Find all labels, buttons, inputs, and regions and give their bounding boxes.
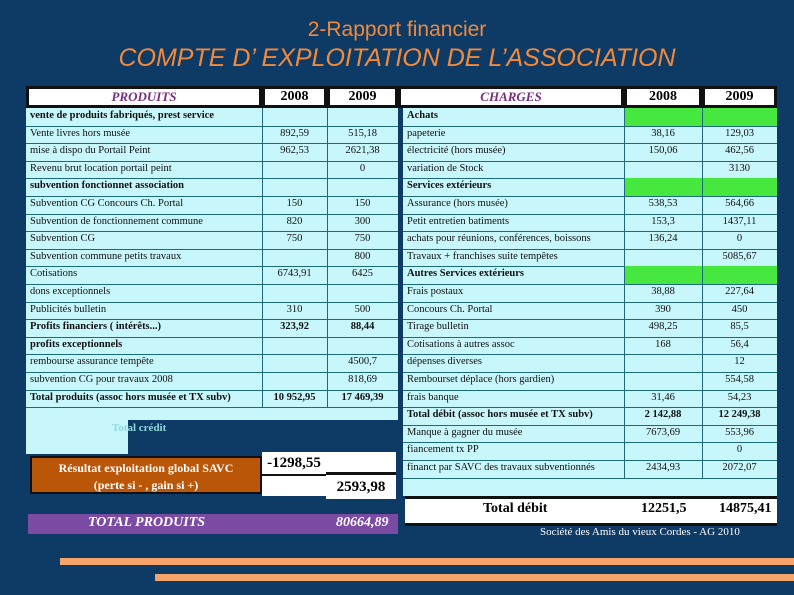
- charges-row-label: Frais postaux: [407, 286, 464, 297]
- slide-title: 2-Rapport financier: [307, 18, 487, 41]
- produits-row-2009: 150: [354, 198, 371, 209]
- total-debit-2008: 12251,5: [641, 501, 687, 516]
- total-credit-label: Total crédit: [112, 422, 167, 434]
- charges-row-2009: 0: [736, 444, 743, 456]
- produits-row-label: rembourse assurance tempête: [30, 356, 154, 368]
- charges-row-label: frais banque: [407, 391, 459, 403]
- produits-row-2009: 88,44: [350, 321, 375, 333]
- produits-row-2009: 2621,38: [345, 145, 380, 157]
- produits-row-2008: 6743,91: [277, 268, 312, 280]
- result-white-pad: [262, 476, 326, 496]
- charges-row-2009: 56,4: [730, 338, 749, 350]
- produits-row-label: vente de produits fabriqués, prest service: [30, 110, 214, 121]
- result-2008: -1298,55: [262, 452, 326, 477]
- charges-row-label: Tirage bulletin: [407, 321, 469, 333]
- charges-row-2008: 390: [655, 303, 671, 315]
- charges-row-label: financt par SAVC des travaux subventionnés: [407, 462, 595, 473]
- charges-row-2009: 12: [734, 356, 745, 368]
- produits-col-2009: 2009: [327, 86, 398, 108]
- produits-col-divider: [327, 108, 328, 407]
- charges-row-label: achats pour réunions, conférences, boissons: [407, 233, 591, 245]
- charges-row-2009: 3130: [729, 162, 750, 174]
- produits-row-label: Subvention commune petits travaux: [30, 250, 182, 262]
- result-label-2: (perte si - , gain si +): [93, 478, 199, 492]
- charges-row-2008: 31,46: [651, 391, 675, 403]
- charges-row-label: fiancement tx PP: [407, 444, 479, 456]
- charges-row-2009: 1437,11: [722, 215, 757, 227]
- charges-row-2009: 0: [736, 233, 743, 245]
- charges-row-highlight: [624, 178, 777, 196]
- produits-row-label: Subvention de fonctionnement commune: [30, 215, 203, 227]
- produits-row-label: Subvention CG: [30, 233, 96, 245]
- produits-col-divider: [262, 108, 263, 407]
- produits-row-label: Cotisations: [30, 268, 78, 280]
- produits-row-2009: 17 469,39: [341, 391, 384, 403]
- produits-row-2009: 500: [354, 303, 371, 315]
- produits-row-label: Total produits (assoc hors musée et TX subv): [30, 391, 231, 403]
- produits-row-2009: 750: [354, 233, 371, 245]
- produits-row-2009: 818,69: [348, 374, 377, 385]
- charges-row-label: Rembourset déplace (hors gardien): [407, 374, 555, 385]
- produits-row-2009: 0: [359, 162, 366, 174]
- charges-row-2008: 2434,93: [645, 462, 681, 473]
- charges-row-2008: 7673,69: [645, 426, 681, 438]
- charges-row-2008: 153,3: [651, 215, 675, 227]
- slide-subtitle: COMPTE D’ EXPLOITATION DE L’ASSOCIATION: [118, 44, 676, 72]
- produits-row-2008: 323,92: [280, 321, 309, 333]
- charges-row-2008: 2 142,88: [644, 409, 682, 421]
- produits-row-label: subvention CG pour travaux 2008: [30, 374, 173, 385]
- charges-row-2008: 136,24: [648, 233, 678, 245]
- produits-row-2008: 962,53: [280, 145, 309, 157]
- charges-row-2009: 12 249,38: [718, 409, 761, 421]
- charges-row-2008: 38,88: [651, 286, 675, 297]
- charges-row-2009: 85,5: [730, 321, 749, 333]
- charges-row-label: Concours Ch. Portal: [407, 303, 493, 315]
- charges-col-divider: [702, 108, 703, 478]
- charges-row-2009: 564,66: [725, 198, 754, 209]
- charges-row-2009: 554,58: [725, 374, 754, 385]
- charges-row-highlight: [624, 266, 777, 284]
- produits-row-label: mise à dispo du Portail Peint: [30, 145, 151, 157]
- charges-row-label: Total débit (assoc hors musée et TX subv): [407, 409, 593, 421]
- produits-row-2008: 750: [286, 233, 303, 245]
- charges-row-label: Autres Services extérieurs: [407, 268, 525, 280]
- charges-row-label: électricité (hors musée): [407, 145, 506, 157]
- result-2009: 2593,98: [326, 472, 396, 499]
- produits-row-label: dons exceptionnels: [30, 286, 111, 297]
- result-label-1: Résultat exploitation global SAVC: [58, 461, 234, 475]
- produits-row-label: Profits financiers ( intérêts...): [30, 321, 162, 333]
- total-debit-2009: 14875,41: [719, 501, 772, 516]
- charges-row-label: Petit entretien batiments: [407, 215, 510, 227]
- charges-row-2009: 54,23: [727, 391, 752, 403]
- charges-row-label: Cotisations à autres assoc: [407, 338, 515, 350]
- produits-row-2009: 300: [354, 215, 371, 227]
- produits-header: PRODUITS: [26, 86, 262, 108]
- charges-row-2008: 168: [655, 338, 671, 350]
- charges-row-2009: 227,64: [725, 286, 754, 297]
- charges-row-label: Services extérieurs: [407, 180, 492, 192]
- charges-row-2008: 150,06: [648, 145, 678, 157]
- produits-row-label: subvention fonctionnet association: [30, 180, 185, 192]
- produits-row-2009: 800: [354, 250, 371, 262]
- total-produits-label: TOTAL PRODUITS: [88, 515, 206, 530]
- charges-row-2009: 462,56: [725, 145, 754, 157]
- produits-row-label: Vente livres hors musée: [30, 127, 131, 139]
- charges-row-label: papeterie: [407, 127, 446, 139]
- produits-row-label: Publicités bulletin: [30, 303, 107, 315]
- charges-col-divider: [624, 108, 625, 478]
- produits-row-2008: 820: [286, 215, 303, 227]
- charges-col-2009: 2009: [702, 86, 777, 108]
- charges-row-2009: 553,96: [725, 426, 754, 438]
- result-label-box: [30, 456, 262, 494]
- charges-row-2009: 129,03: [725, 127, 754, 139]
- charges-row-2009: 450: [731, 303, 748, 315]
- charges-row-label: variation de Stock: [407, 162, 484, 174]
- charges-row-2009: 5085,67: [722, 250, 757, 262]
- footer-text: Société des Amis du vieux Cordes - AG 2010: [540, 526, 740, 538]
- charges-row-2009: 2072,07: [722, 462, 757, 473]
- produits-row-label: Revenu brut location portail peint: [30, 162, 172, 174]
- produits-row-2008: 892,59: [280, 127, 309, 139]
- charges-row-label: Achats: [407, 110, 438, 121]
- produits-row-2008: 10 952,95: [273, 391, 316, 403]
- charges-row-2008: 38,16: [651, 127, 675, 139]
- produits-row-2009: 515,18: [348, 127, 377, 139]
- produits-row-divider: [26, 407, 398, 408]
- charges-row-label: Assurance (hors musée): [407, 198, 508, 209]
- footer-stripe-2: [155, 574, 794, 581]
- charges-row-highlight: [624, 108, 777, 126]
- produits-row-label: Subvention CG Concours Ch. Portal: [30, 198, 184, 209]
- produits-row-2009: 6425: [352, 268, 373, 280]
- produits-row-2008: 310: [286, 303, 303, 315]
- charges-header: CHARGES: [398, 86, 624, 108]
- total-produits-value: 80664,89: [336, 515, 389, 530]
- charges-row-2008: 538,53: [648, 198, 678, 209]
- produits-row-2008: 150: [286, 198, 303, 209]
- total-debit-box: [405, 496, 777, 526]
- charges-row-2008: 498,25: [648, 321, 678, 333]
- charges-row-label: Manque à gagner du musée: [407, 426, 523, 438]
- charges-row-label: Travaux + franchises suite tempêtes: [407, 250, 558, 262]
- charges-row-label: dépenses diverses: [407, 356, 482, 368]
- charges-col-2008: 2008: [624, 86, 702, 108]
- charges-row-divider: [403, 478, 777, 479]
- result-white-pad-2: [326, 452, 396, 472]
- produits-row-2009: 4500,7: [348, 356, 377, 368]
- produits-row-label: profits exceptionnels: [30, 338, 123, 350]
- footer-stripe-1: [60, 558, 794, 565]
- total-produits-bar: [28, 514, 398, 534]
- produits-col-2008: 2008: [262, 86, 327, 108]
- total-debit-label: Total débit: [483, 501, 548, 516]
